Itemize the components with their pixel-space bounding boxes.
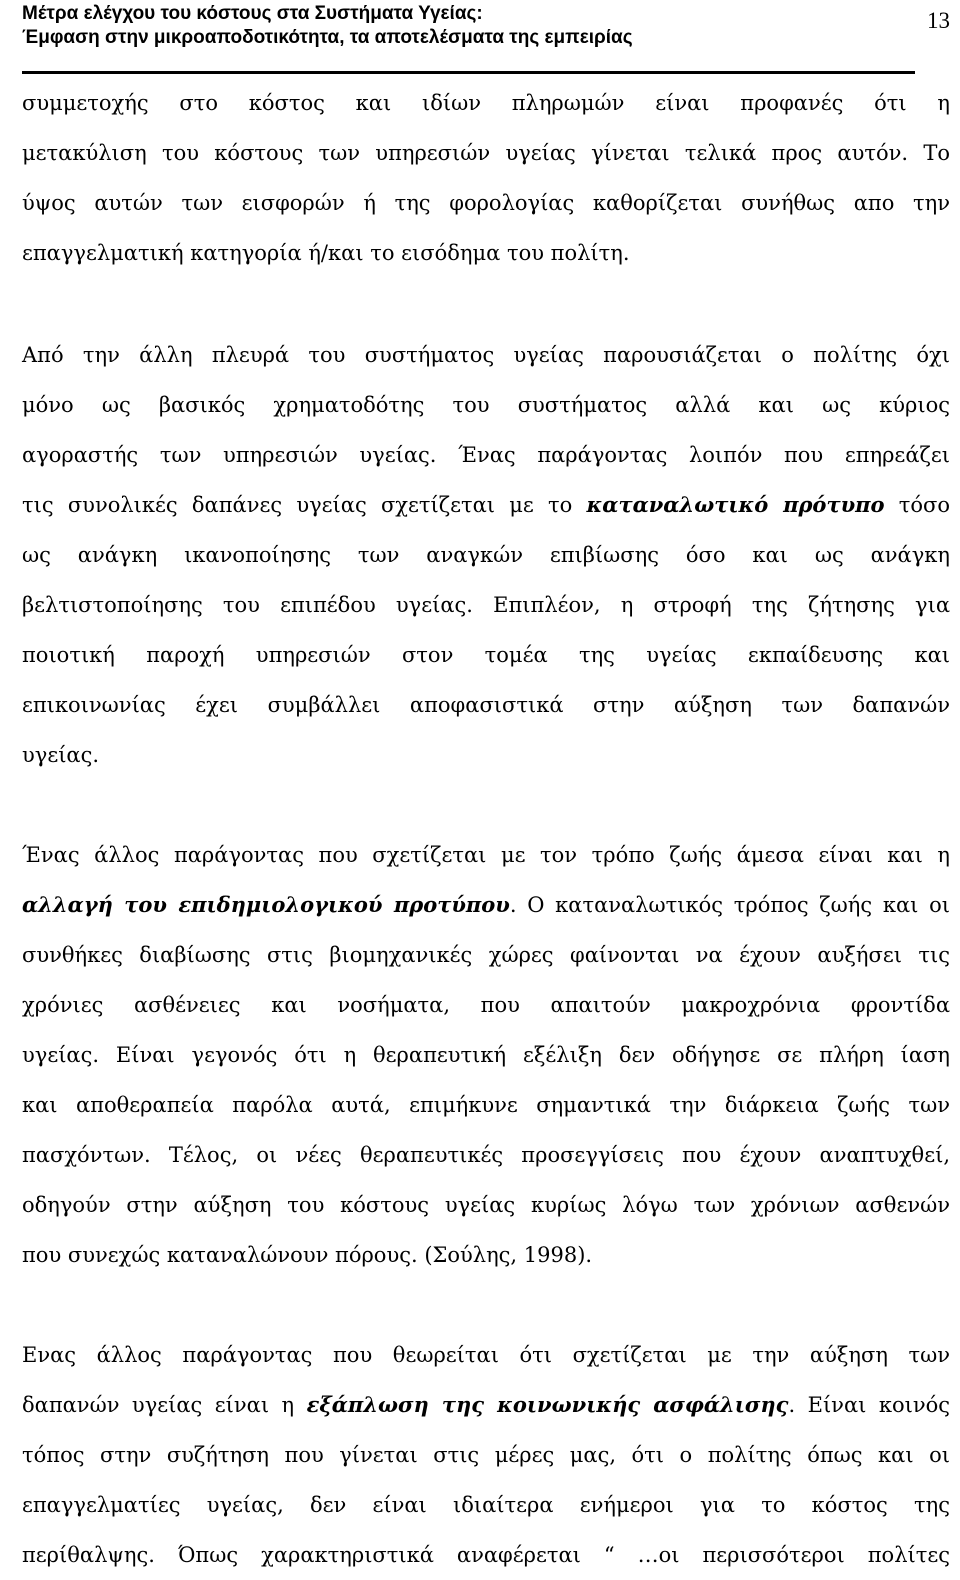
text-line: μόνο ως βασικός χρηματοδότης του συστήματος αλλά και ως κύριος	[22, 393, 950, 417]
text-line: οδηγούν στην αύξηση του κόστους υγείας κυρίως λόγω των χρόνιων ασθενών	[22, 1193, 950, 1217]
text-line: ποιοτική παροχή υπηρεσιών στον τομέα της υγείας εκπαίδευσης και	[22, 643, 950, 667]
text-line: συνθήκες διαβίωσης στις βιομηχανικές χώρες φαίνονται να έχουν αυξήσει τις	[22, 943, 950, 967]
header-title-line-1: Μέτρα ελέγχου του κόστους στα Συστήματα Υγείας:	[22, 3, 483, 24]
emphasis-epidemiological-pattern: αλλαγή του επιδημιολογικού προτύπου	[22, 892, 510, 917]
paragraph-3	[22, 830, 950, 1280]
text-line: επικοινωνίας έχει συμβάλλει αποφασιστικά στην αύξηση των δαπανών	[22, 693, 950, 717]
text-line: Από την άλλη πλευρά του συστήματος υγείας παρουσιάζεται ο πολίτης όχι	[22, 343, 950, 367]
header-divider	[22, 71, 915, 74]
text-line: που συνεχώς καταναλώνουν πόρους. (Σούλης, 1998).	[22, 1243, 593, 1267]
text-line: και αποθεραπεία παρόλα αυτά, επιμήκυνε σημαντικά την διάρκεια ζωής των	[22, 1093, 950, 1117]
text-run: δαπανών υγείας είναι η	[22, 1393, 307, 1417]
text-line	[22, 480, 950, 530]
paragraph-4	[22, 1330, 950, 1580]
text-line: ύψος αυτών των εισφορών ή της φορολογίας καθορίζεται συνήθως απο την	[22, 191, 950, 215]
text-line: περίθαλψης. Όπως χαρακτηριστικά αναφέρεται “ …οι περισσότεροι πολίτες	[22, 1543, 950, 1567]
text-line: Ενας άλλος παράγοντας που θεωρείται ότι σχετίζεται με την αύξηση των	[22, 1343, 950, 1367]
text-line: Ένας άλλος παράγοντας που σχετίζεται με τον τρόπο ζωής άμεσα είναι και η	[22, 843, 950, 867]
text-line: υγείας. Είναι γεγονός ότι η θεραπευτική εξέλιξη δεν οδήγησε σε πλήρη ίαση	[22, 1043, 950, 1067]
text-line: αγοραστής των υπηρεσιών υγείας. Ένας παράγοντας λοιπόν που επηρεάζει	[22, 443, 950, 467]
header-title-line-2: Έμφαση στην μικροαποδοτικότητα, τα αποτελέσματα της εμπειρίας	[22, 27, 633, 48]
text-line: μετακύλιση του κόστους των υπηρεσιών υγείας γίνεται τελικά προς αυτόν. Το	[22, 141, 950, 165]
text-line: επαγγελματική κατηγορία ή/και το εισόδημα του πολίτη.	[22, 241, 630, 265]
text-run: . Είναι κοινός	[788, 1393, 950, 1417]
text-line: τόπος στην συζήτηση που γίνεται στις μέρες μας, ότι ο πολίτης όπως και οι	[22, 1443, 950, 1467]
text-line: χρόνιες ασθένειες και νοσήματα, που απαιτούν μακροχρόνια φροντίδα	[22, 993, 950, 1017]
text-run: τις συνολικές δαπάνες υγείας σχετίζεται με το	[22, 493, 587, 517]
emphasis-consumption-pattern: καταναλωτικό πρότυπο	[586, 492, 885, 517]
paragraph-1	[22, 78, 950, 278]
text-line	[22, 1380, 950, 1430]
page-number: 13	[927, 8, 950, 33]
text-run: . Ο καταναλωτικός τρόπος ζωής και οι	[509, 893, 950, 917]
text-line: βελτιστοποίησης του επιπέδου υγείας. Επιπλέον, η στροφή της ζήτησης για	[22, 593, 950, 617]
text-line: επαγγελματίες υγείας, δεν είναι ιδιαίτερα ενήμεροι για το κόστος της	[22, 1493, 950, 1517]
text-line	[22, 880, 950, 930]
text-run: τόσο	[884, 493, 951, 517]
paragraph-2	[22, 330, 950, 780]
emphasis-social-insurance: εξάπλωση της κοινωνικής ασφάλισης	[306, 1392, 789, 1417]
text-line: πασχόντων. Τέλος, οι νέες θεραπευτικές προσεγγίσεις που έχουν αναπτυχθεί,	[22, 1143, 950, 1167]
text-line: συμμετοχής στο κόστος και ιδίων πληρωμών είναι προφανές ότι η	[22, 91, 950, 115]
text-line: ως ανάγκη ικανοποίησης των αναγκών επιβίωσης όσο και ως ανάγκη	[22, 543, 950, 567]
running-header-title	[22, 2, 852, 50]
text-line: υγείας.	[22, 743, 100, 767]
